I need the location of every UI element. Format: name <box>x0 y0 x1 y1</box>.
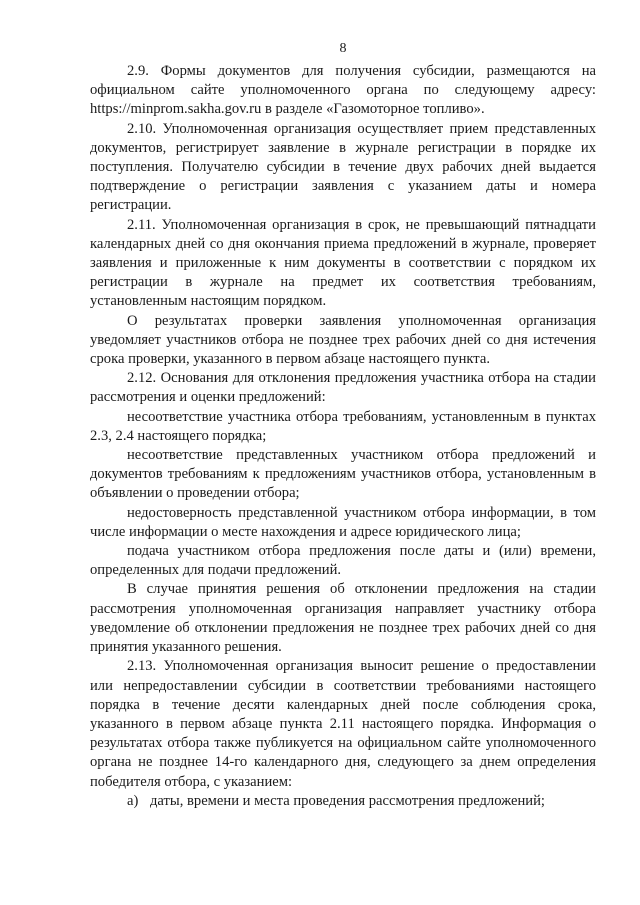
paragraph-2-12: 2.12. Основания для отклонения предложения участника отбора на стадии рассмотрения и оценки предложений: <box>90 370 596 406</box>
paragraph-rejection-ground-3: недостоверность представленной участником отбора информации, в том числе информации о месте нахождения и адресе юридического лица; <box>90 504 596 540</box>
list-item-marker: а) <box>127 792 139 809</box>
list-item <box>90 792 596 811</box>
paragraph-2-9: 2.9. Формы документов для получения субсидии, размещаются на официальном сайте уполномоченного органа по следующему адресу: https://minprom.sakha.gov.ru в разделе «Газомоторное топливо». <box>90 63 596 118</box>
paragraph-verification-results: О результатах проверки заявления уполномоченная организация уведомляет участников отбора не позднее трех рабочих дней со дня истечения срока проверки, указанного в первом абзаце настоящего пункта. <box>90 312 596 368</box>
document-page <box>90 40 596 811</box>
paragraph-rejection-ground-2: несоответствие представленных участником отбора предложений и документов требованиям к предложениям участников отбора, установленным в объявлении о проведении отбора; <box>90 447 596 502</box>
paragraph-rejection-ground-1: несоответствие участника отбора требованиям, установленным в пунктах 2.3, 2.4 настоящего порядка; <box>90 408 596 444</box>
paragraph-2-13: 2.13. Уполномоченная организация выносит решение о предоставлении или непредоставлении субсидии в соответствии требованиями настоящего порядка в течение десяти календарных дней после соблюдения срока, указанного в первом абзаце пункта 2.11 настоящего порядка. Информация о результатах отбора также публикуется на официальном сайте уполномоченного органа не позднее 14-го календарного дня, следующего за днем определения победителя отбора, с указанием: <box>90 658 596 790</box>
page-number: 8 <box>339 41 347 56</box>
paragraph-rejection-ground-4: подача участником отбора предложения после даты и (или) времени, определенных для подачи предложений. <box>90 543 596 579</box>
paragraph-2-11: 2.11. Уполномоченная организация в срок, не превышающий пятнадцати календарных дней со дня окончания приема предложений в журнале, проверяет заявления и приложенные к ним документы в соответствии с порядком их регистрации в журнале на предмет их соответствия требованиям, установленным настоящим порядком. <box>90 216 596 310</box>
paragraph-rejection-notice: В случае принятия решения об отклонении предложения на стадии рассмотрения уполномоченная организация направляет участнику отбора уведомление об отклонении предложения не позднее трех рабочих дней со дня принятия указанного решения. <box>90 581 596 656</box>
paragraph-2-10: 2.10. Уполномоченная организация осуществляет прием представленных документов, регистрирует заявление в журнале регистрации в порядке их поступления. Получателю субсидии в течение двух рабочих дней выдается подтверждение о регистрации заявления с указанием даты и номера регистрации. <box>90 120 596 214</box>
list-item-text: даты, времени и места проведения рассмотрения предложений; <box>150 792 545 809</box>
